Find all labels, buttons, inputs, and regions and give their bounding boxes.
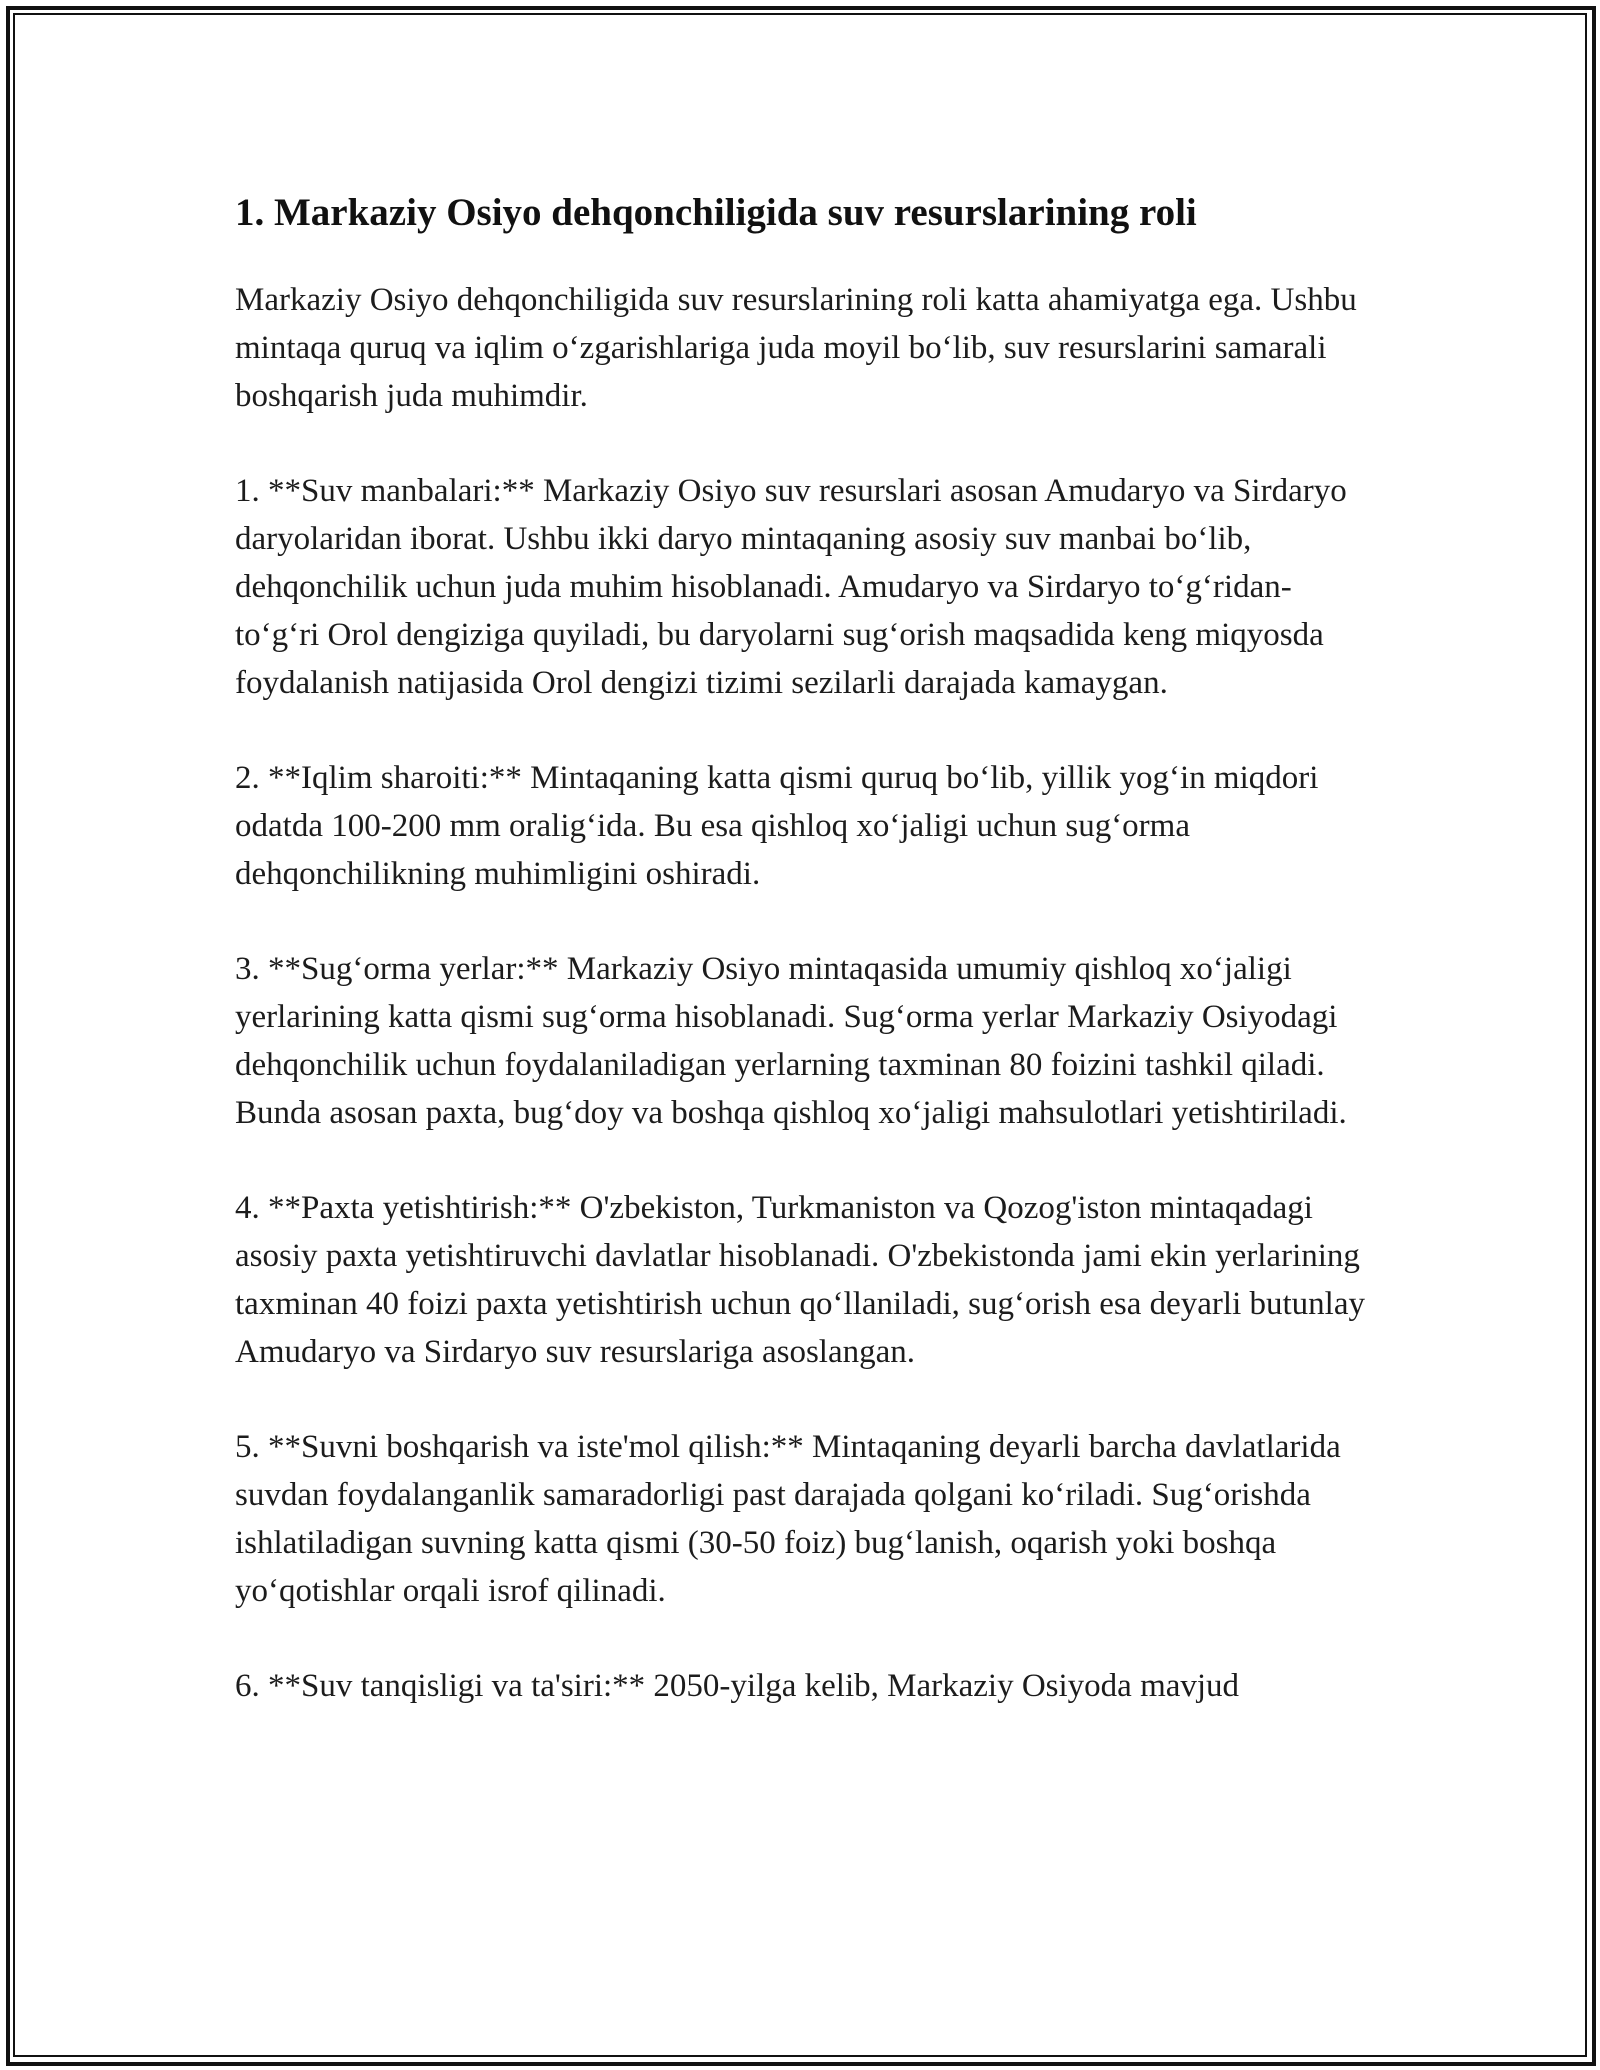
paragraph-intro: Markaziy Osiyo dehqonchiligida suv resurslarining roli katta ahamiyatga ega. Ushbu mintaqa quruq va iqlim oʻzgarishlariga juda moyil boʻlib, suv resurslarini samarali boshqarish juda muhimdir.: [235, 282, 1357, 414]
paragraph-irrigated-land: 3. **Sugʻorma yerlar:** Markaziy Osiyo mintaqasida umumiy qishloq xoʻjaligi yerlarining katta qismi sugʻorma hisoblanadi. Sugʻorma yerlar Markaziy Osiyodagi dehqonchilik uchun foydalaniladigan yerlarning taxminan 80 foizini tashkil qiladi. Bunda asosan paxta, bugʻdoy va boshqa qishloq xoʻjaligi mahsulotlari yetishtiriladi.: [235, 951, 1347, 1131]
paragraph-water-sources: 1. **Suv manbalari:** Markaziy Osiyo suv resurslari asosan Amudaryo va Sirdaryo daryolaridan iborat. Ushbu ikki daryo mintaqaning asosiy suv manbai boʻlib, dehqonchilik uchun juda muhim hisoblanadi. Amudaryo va Sirdaryo toʻgʻridan-toʻgʻri Orol dengiziga quyiladi, bu daryolarni sugʻorish maqsadida keng miqyosda foydalanish natijasida Orol dengizi tizimi sezilarli darajada kamaygan.: [235, 473, 1347, 701]
document-body: [235, 188, 1365, 1757]
paragraph-water-management: 5. **Suvni boshqarish va iste'mol qilish:** Mintaqaning deyarli barcha davlatlarida suvdan foydalanganlik samaradorligi past darajada qolgani koʻriladi. Sugʻorishda ishlatiladigan suvning katta qismi (30-50 foiz) bugʻlanish, oqarish yoki boshqa yoʻqotishlar orqali isrof qilinadi.: [235, 1429, 1341, 1609]
paragraph-cotton: 4. **Paxta yetishtirish:** O'zbekiston, Turkmaniston va Qozog'iston mintaqadagi asosiy paxta yetishtiruvchi davlatlar hisoblanadi. O'zbekistonda jami ekin yerlarining taxminan 40 foizi paxta yetishtirish uchun qoʻllaniladi, sugʻorish esa deyarli butunlay Amudaryo va Sirdaryo suv resurslariga asoslangan.: [235, 1190, 1365, 1370]
document-title: 1. Markaziy Osiyo dehqonchiligida suv resurslarining roli: [235, 191, 1197, 234]
paragraph-water-scarcity: 6. **Suv tanqisligi va ta'siri:** 2050-yilga kelib, Markaziy Osiyoda mavjud: [235, 1668, 1240, 1704]
paragraph-climate: 2. **Iqlim sharoiti:** Mintaqaning katta qismi quruq boʻlib, yillik yogʻin miqdori odatda 100-200 mm oraligʻida. Bu esa qishloq xoʻjaligi uchun sugʻorma dehqonchilikning muhimligini oshiradi.: [235, 760, 1319, 892]
